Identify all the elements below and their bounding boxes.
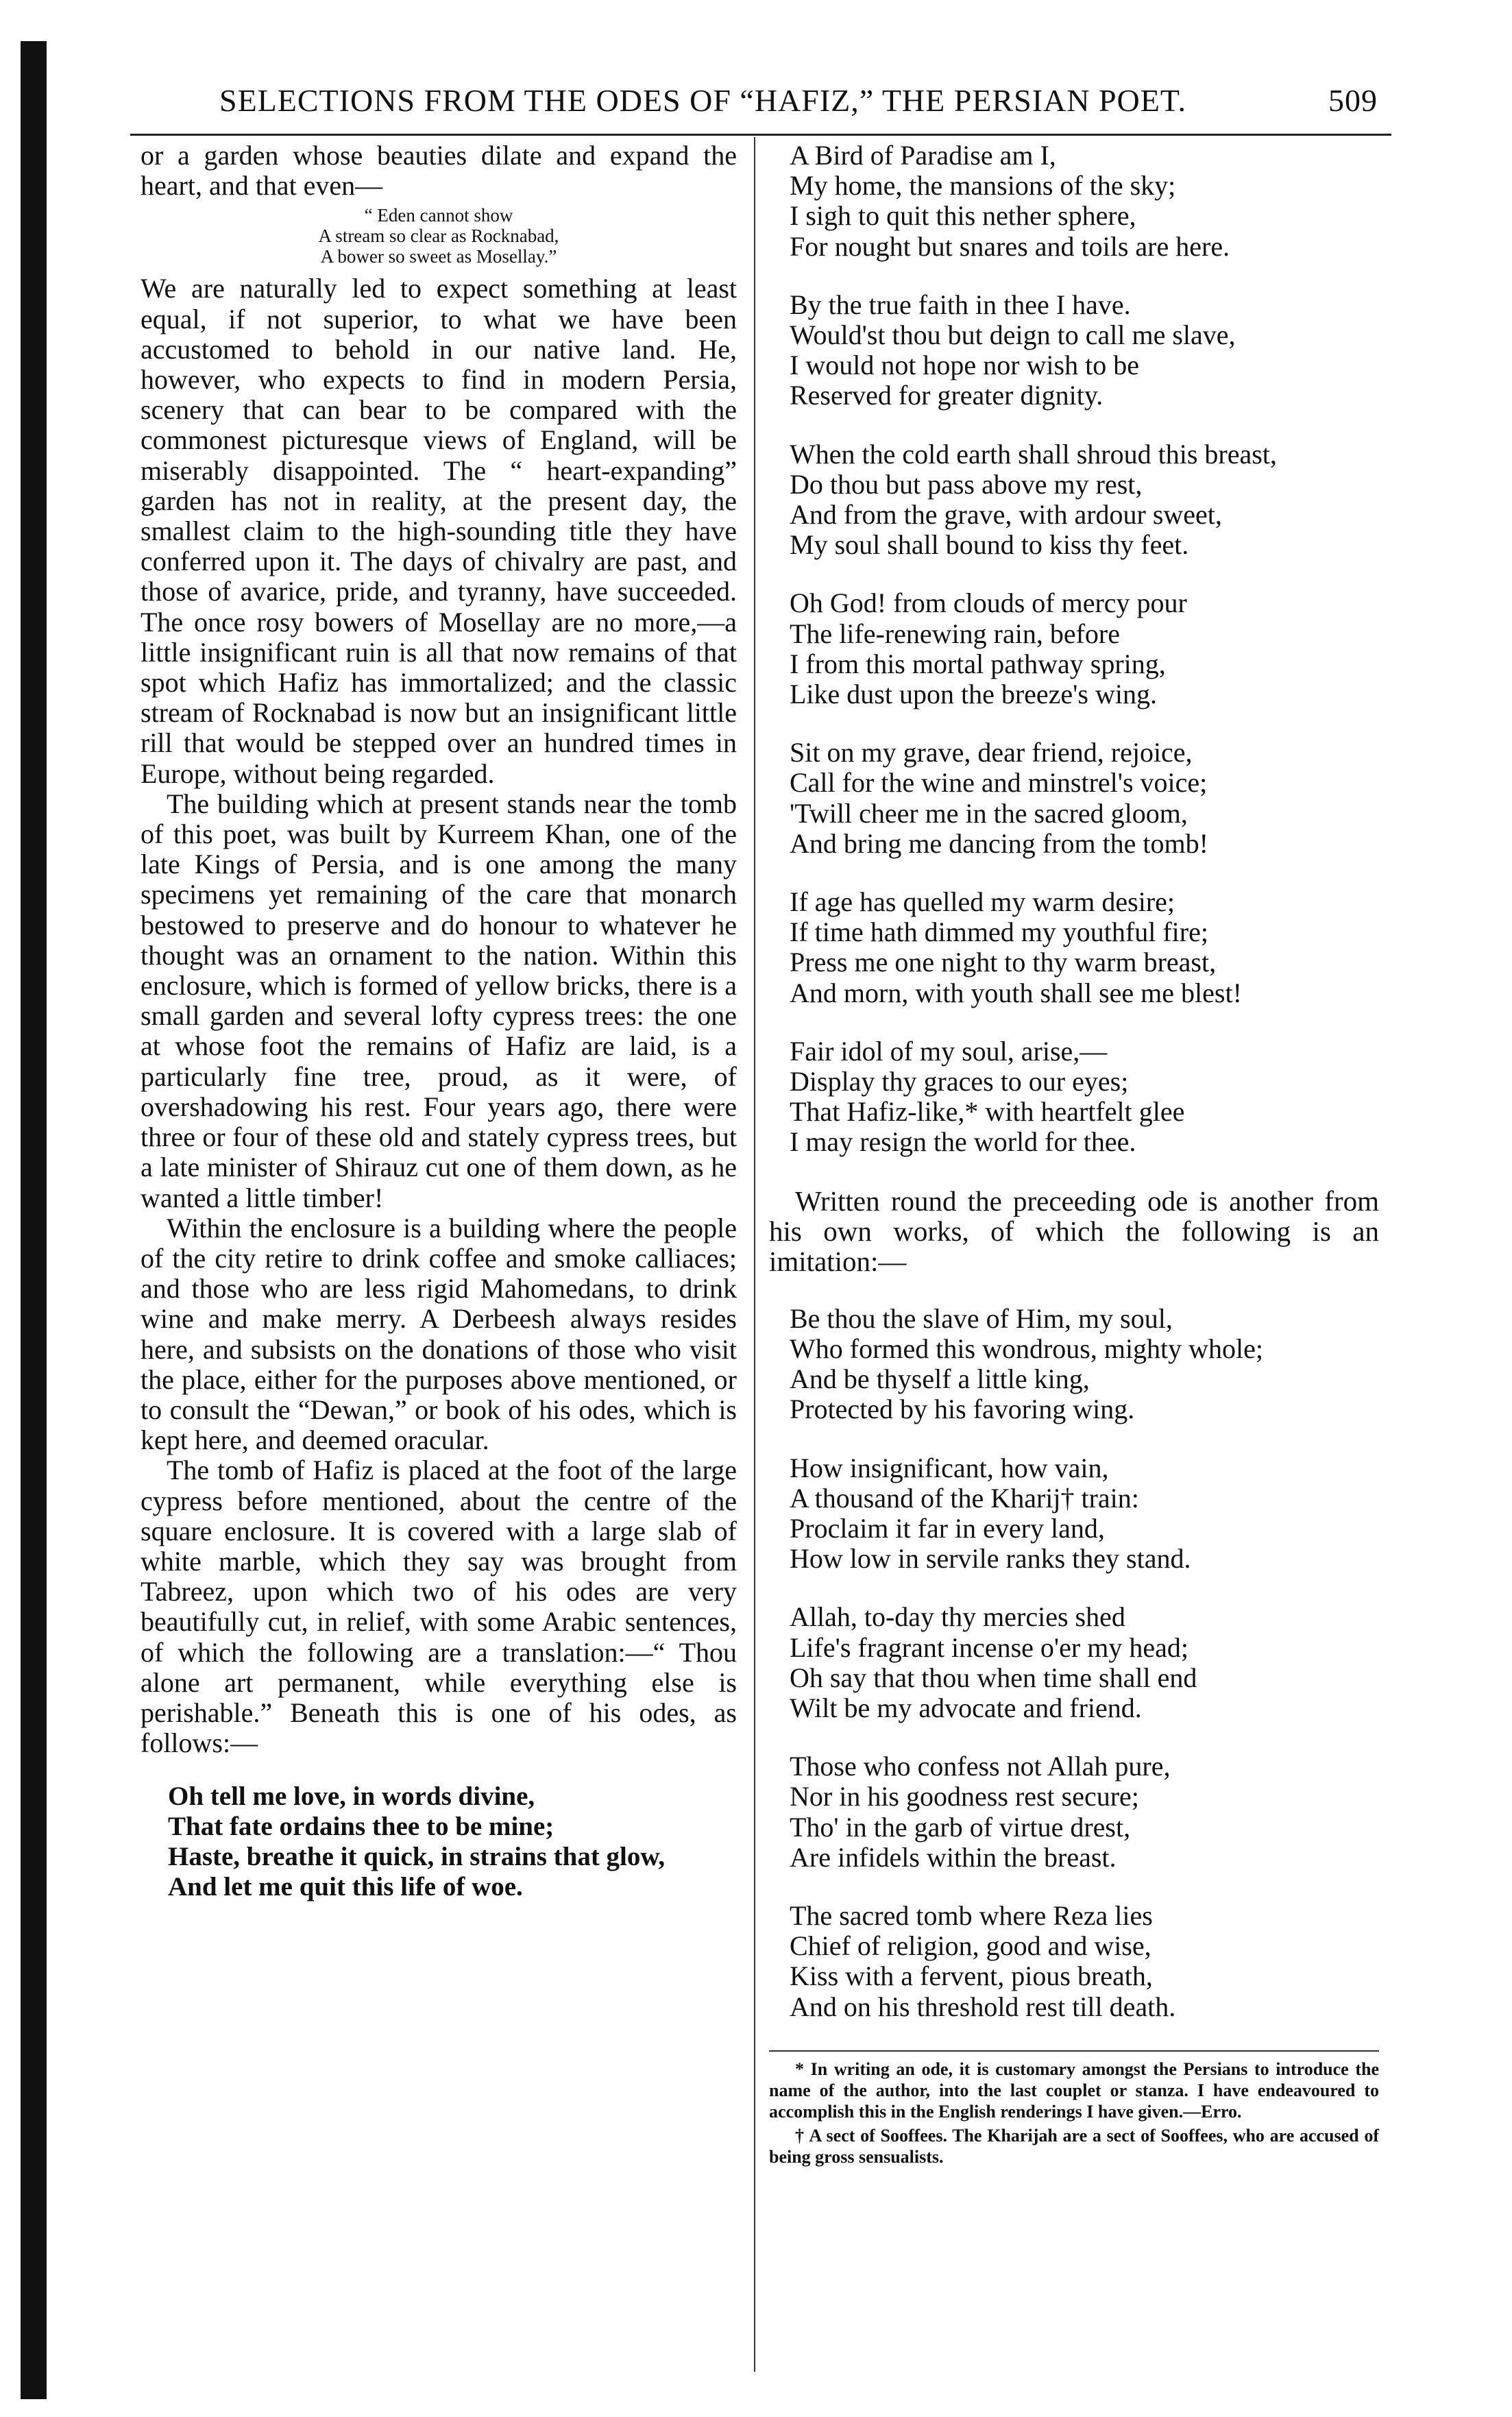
running-title: SELECTIONS FROM THE ODES OF “HAFIZ,” THE PERSIAN POET. <box>219 83 1187 118</box>
verse-line: Display thy graces to our eyes; <box>790 1066 1129 1097</box>
verse-line: And from the grave, with ardour sweet, <box>790 499 1222 531</box>
intro-line: or a garden whose beauties dilate and expand <box>141 140 690 171</box>
verse-line: And bring me dancing from the tomb! <box>790 827 1208 859</box>
stanza <box>790 887 1379 1008</box>
binding-edge <box>21 41 47 2399</box>
verse-line: Wilt be my advocate and friend. <box>790 1692 1142 1723</box>
verse-line: Chief of religion, good and wise, <box>790 1930 1151 1962</box>
verse-line: Like dust upon the breeze's wing. <box>790 679 1157 710</box>
verse-line: If age has quelled my warm desire; <box>790 886 1175 918</box>
epigraph-line: “ Eden cannot show <box>364 205 513 226</box>
verse-line: A thousand of the Kharij† train: <box>790 1482 1139 1514</box>
verse-line: A Bird of Paradise am I, <box>790 140 1056 171</box>
stanza <box>790 1036 1379 1158</box>
verse-line: And on his threshold rest till death. <box>790 1991 1176 2022</box>
verse-line: Who formed this wondrous, mighty whole; <box>790 1333 1264 1364</box>
epigraph-line: A bower so sweet as Mosellay.” <box>320 246 557 267</box>
ode-continuation <box>769 141 1379 1158</box>
stanza <box>790 1453 1379 1575</box>
verse-line: For nought but snares and toils are here. <box>790 230 1230 262</box>
left-column <box>141 141 737 1902</box>
body-paragraph: We are naturally led to expect something at least equal, if not superior, to what we have been accustomed to behold in our native land. He, however, who expects to find in modern Persia, scenery that can bear to be compared with the commonest picturesque views of England, will be miserably disappointed. The “ heart-expanding” garden has not in reality, at the present day, the smallest claim to the high-sounding title they have conferred upon it. The days of chivalry are past, and those of avarice, pride, and tyranny, have succeeded. The once rosy bowers of Mosellay are no more,—a little insignificant ruin is all that now remains of that spot which Hafiz has immortalized; and the classic stream of Rocknabad is now but an insignificant little rill that would be stepped over an hundred times in Europe, without being regarded. <box>141 273 737 789</box>
epigraph-line: A stream so clear as Rocknabad, <box>318 226 559 247</box>
second-ode <box>769 1304 1379 2022</box>
verse-line: That Hafiz-like,* with heartfelt glee <box>790 1096 1185 1128</box>
header-rule <box>130 134 1391 136</box>
verse-line: My soul shall bound to kiss thy feet. <box>790 529 1189 561</box>
verse-line: How insignificant, how vain, <box>790 1452 1109 1483</box>
verse-line: That fate ordains thee to be mine; <box>168 1812 554 1842</box>
verse-line: Oh say that thou when time shall end <box>790 1662 1197 1693</box>
footnote: * In writing an ode, it is customary amongst the Persians to introduce the name of the author, into the last couplet or stanza. I have endeavoured to accomplish this in the English renderings I have given.—Erro. <box>769 2058 1379 2122</box>
verse-line: Allah, to-day thy mercies shed <box>790 1601 1125 1633</box>
body-paragraph: Written round the preceeding ode is another from his own works, of which the following is an imitation:— <box>769 1185 1379 1277</box>
verse-line: I would not hope nor wish to be <box>790 350 1139 381</box>
stanza <box>790 1602 1379 1723</box>
verse-line: When the cold earth shall shroud this breast, <box>790 438 1277 470</box>
verse-line: The sacred tomb where Reza lies <box>790 1899 1153 1931</box>
verse-line: How low in servile ranks they stand. <box>790 1543 1191 1575</box>
right-column <box>769 141 1379 2170</box>
verse-line: Oh God! from clouds of mercy pour <box>790 587 1187 619</box>
page-number: 509 <box>1328 83 1378 118</box>
verse-line: Reserved for greater dignity. <box>790 380 1103 411</box>
verse-line: Kiss with a fervent, pious breath, <box>790 1960 1153 1992</box>
verse-line: I sigh to quit this nether sphere, <box>790 200 1136 232</box>
footnote-rule <box>769 2050 1379 2052</box>
verse-line: Those who confess not Allah pure, <box>790 1751 1171 1782</box>
verse-line: Would'st thou but deign to call me slave, <box>790 319 1236 351</box>
stanza <box>790 738 1379 859</box>
verse-line: Press me one night to thy warm breast, <box>790 947 1217 978</box>
stanza <box>790 1901 1379 2022</box>
verse-line: Tho' in the garb of virtue drest, <box>790 1811 1131 1843</box>
ode-stanza <box>168 1782 737 1902</box>
verse-line: Life's fragrant incense o'er my head; <box>790 1631 1188 1663</box>
stanza <box>790 1751 1379 1873</box>
verse-line: My home, the mansions of the sky; <box>790 170 1176 202</box>
verse-line: By the true faith in thee I have. <box>790 289 1131 320</box>
epigraph <box>141 205 737 267</box>
verse-line: I may resign the world for thee. <box>790 1126 1136 1158</box>
verse-line: And morn, with youth shall see me blest! <box>790 977 1242 1008</box>
stanza <box>790 290 1379 411</box>
verse-line: If time hath dimmed my youthful fire; <box>790 916 1208 948</box>
verse-line: Nor in his goodness rest secure; <box>790 1781 1139 1812</box>
verse-line: Oh tell me love, in words divine, <box>168 1782 535 1812</box>
stanza <box>790 141 1379 262</box>
verse-line: Sit on my grave, dear friend, rejoice, <box>790 737 1193 768</box>
body-paragraph: Within the enclosure is a building where the people of the city retire to drink coffee and smoke calliaces; and those who are less rigid Mahomedans, to drink wine and make merry. A Derbeesh always resides here, and subsists on the donations of those who visit the place, either for the purposes above mentioned, or to consult the “Dewan,” or book of his odes, which is kept here, and deemed oracular. <box>141 1212 737 1456</box>
column-divider <box>754 137 755 2372</box>
verse-line: I from this mortal pathway spring, <box>790 648 1166 679</box>
intro-text <box>141 141 737 201</box>
verse-line: Do thou but pass above my rest, <box>790 468 1143 500</box>
verse-line: Are infidels within the breast. <box>790 1841 1117 1873</box>
verse-line: Protected by his favoring wing. <box>790 1394 1135 1425</box>
stanza <box>790 439 1379 561</box>
verse-line: Proclaim it far in every land, <box>790 1512 1105 1544</box>
intro-line: the heart, and that even— <box>141 140 737 202</box>
stanza <box>790 1304 1379 1425</box>
verse-line: Fair idol of my soul, arise,— <box>790 1035 1108 1067</box>
body-paragraph: The tomb of Hafiz is placed at the foot of the large cypress before mentioned, about the centre of the square enclosure. It is covered with a large slab of white marble, which they say was brought from Tabreez, upon which two of his odes are very beautifully cut, in relief, with some Arabic sentences, of which the following are a translation:—“ Thou alone art permanent, while everything else is perishable.” Beneath this is one of his odes, as follows:— <box>141 1455 737 1759</box>
verse-line: The life-renewing rain, before <box>790 618 1120 649</box>
verse-line: And let me quit this life of woe. <box>168 1872 523 1902</box>
stanza <box>790 588 1379 709</box>
running-header <box>219 82 1378 119</box>
verse-line: And be thyself a little king, <box>790 1363 1090 1395</box>
verse-line: 'Twill cheer me in the sacred gloom, <box>790 797 1188 829</box>
footnote: † A sect of Sooffees. The Kharijah are a sect of Sooffees, who are accused of being gross sensualists. <box>769 2125 1379 2167</box>
verse-line: Haste, breathe it quick, in strains that glow, <box>168 1842 666 1872</box>
verse-line: Be thou the slave of Him, my soul, <box>790 1302 1173 1334</box>
body-paragraph: The building which at present stands near the tomb of this poet, was built by Kurreem Khan, one of the late Kings of Persia, and is one among the many specimens yet remaining of the care that monarch bestowed to preserve and do honour to whatever he thought was an ornament to the nation. Within this enclosure, which is formed of yellow bricks, there is a small garden and several lofty cypress trees: the one at whose foot the remains of Hafiz are laid, is a particularly fine tree, proud, as it were, of overshadowing his rest. Four years ago, there were three or four of these old and stately cypress trees, but a late minister of Shirauz cut one of them down, as he wanted a little timber! <box>141 788 737 1213</box>
verse-line: Call for the wine and minstrel's voice; <box>790 767 1208 799</box>
